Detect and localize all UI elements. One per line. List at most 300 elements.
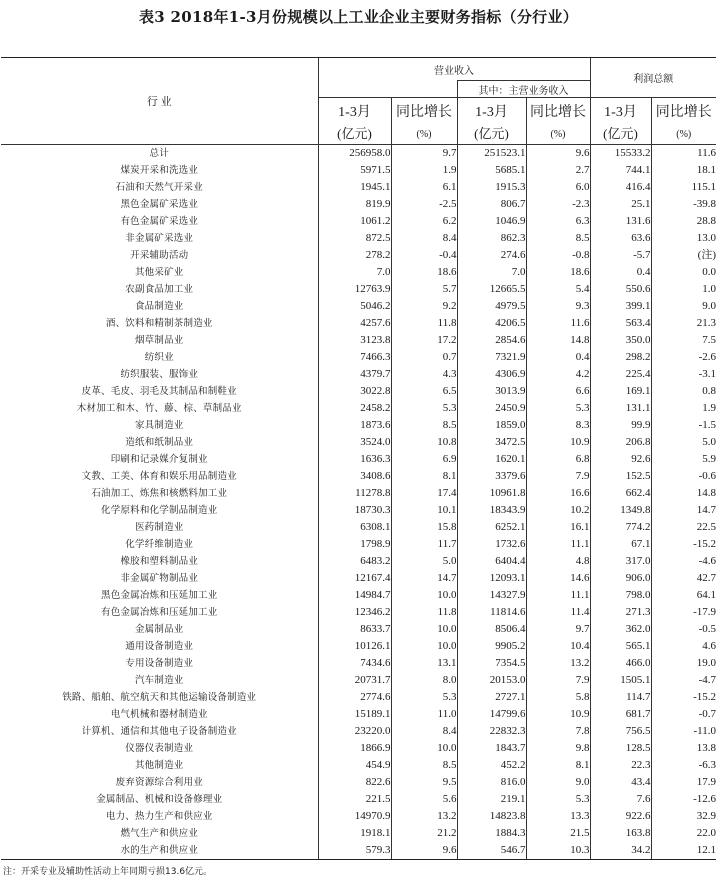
cell-profit: 15533.2: [590, 145, 651, 163]
cell-main-g: 13.2: [570, 657, 590, 669]
industry-name: 其他制造业: [1, 757, 318, 774]
industry-name: 有色金属冶炼和压延加工业: [1, 604, 318, 621]
cell-rev: 1866.9: [318, 740, 391, 757]
cell-profit: 744.1: [590, 162, 651, 179]
industry-name: 总计: [1, 145, 318, 163]
table-row: [1, 604, 716, 621]
cell-rev: 3123.8: [318, 332, 391, 349]
cell-main-g: 16.6: [570, 487, 590, 499]
rev-growth-unit: (%): [416, 128, 432, 140]
cell-main-g: 5.8: [575, 691, 590, 703]
table-row: [1, 740, 716, 757]
revenue-underline: [318, 81, 457, 98]
cell-main-g: 7.9: [575, 470, 590, 482]
cell-main: 806.7: [457, 196, 526, 213]
cell-rev-g: 18.6: [437, 266, 457, 278]
cell-profit-g: -11.0: [693, 725, 716, 737]
cell-main-g: 5.3: [575, 402, 590, 414]
cell-rev-g: 5.7: [442, 283, 457, 295]
cell-main: 9905.2: [457, 638, 526, 655]
table-row: [1, 196, 716, 213]
industry-name: 化学原料和化学制品制造业: [1, 502, 318, 519]
table-row: [1, 179, 716, 196]
table-row: [1, 230, 716, 247]
cell-rev: 2458.2: [318, 400, 391, 417]
cell-rev: 7434.6: [318, 655, 391, 672]
cell-main: 6252.1: [457, 519, 526, 536]
cell-profit-g: 13.8: [696, 742, 716, 754]
industry-name: 专用设备制造业: [1, 655, 318, 672]
industry-name: 烟草制品业: [1, 332, 318, 349]
cell-rev-g: 10.1: [437, 504, 457, 516]
industry-name: 金属制品、机械和设备修理业: [1, 791, 318, 808]
cell-profit: 774.2: [590, 519, 651, 536]
industry-name: 计算机、通信和其他电子设备制造业: [1, 723, 318, 740]
industry-name: 金属制品业: [1, 621, 318, 638]
cell-rev: 3524.0: [318, 434, 391, 451]
industry-name: 造纸和纸制品业: [1, 434, 318, 451]
industry-name: 水的生产和供应业: [1, 842, 318, 860]
cell-rev-g: 6.9: [442, 453, 457, 465]
cell-rev-g: 9.6: [391, 842, 457, 860]
table-row: [1, 689, 716, 706]
cell-profit: 0.4: [590, 264, 651, 281]
industry-name: 石油加工、炼焦和核燃料加工业: [1, 485, 318, 502]
cell-rev: 4379.7: [318, 366, 391, 383]
cell-rev-g: 10.0: [437, 589, 457, 601]
cell-main: 3013.9: [457, 383, 526, 400]
cell-profit-g: 14.7: [696, 504, 716, 516]
cell-rev: 15189.1: [318, 706, 391, 723]
cell-rev: 20731.7: [318, 672, 391, 689]
cell-rev-g: 9.7: [391, 145, 457, 163]
cell-rev-g: 17.4: [437, 487, 457, 499]
cell-profit-g: 11.6: [651, 145, 716, 163]
cell-main: 1859.0: [457, 417, 526, 434]
industry-name: 铁路、船舶、航空航天和其他运输设备制造业: [1, 689, 318, 706]
table-row: [1, 281, 716, 298]
cell-profit-g: -1.5: [698, 419, 716, 431]
industry-name: 印刷和记录媒介复制业: [1, 451, 318, 468]
cell-profit: 169.1: [590, 383, 651, 400]
cell-profit: 206.8: [590, 434, 651, 451]
cell-main-g: 6.3: [575, 215, 590, 227]
table-row: [1, 502, 716, 519]
cell-main-g: 4.8: [575, 555, 590, 567]
table-row: [1, 621, 716, 638]
cell-rev-g: 5.0: [442, 555, 457, 567]
industry-header: 行 业: [1, 58, 318, 145]
table-row: [1, 672, 716, 689]
cell-rev: 12763.9: [318, 281, 391, 298]
footnote: 注：开采专业及辅助性活动上年同期亏损13.6亿元。: [3, 867, 213, 877]
main-growth-header: 同比增长: [530, 105, 586, 120]
cell-rev-g: 17.2: [437, 334, 457, 346]
table-row: [1, 808, 716, 825]
cell-main-g: 14.6: [570, 572, 590, 584]
cell-main-g: 9.6: [526, 145, 590, 163]
cell-rev-g: 13.2: [437, 810, 457, 822]
cell-profit-g: -0.5: [698, 623, 716, 635]
cell-profit-g: -4.7: [698, 674, 716, 686]
cell-rev: 5046.2: [318, 298, 391, 315]
main-revenue-header: 其中：主营业务收入: [457, 81, 590, 98]
cell-rev: 5971.5: [318, 162, 391, 179]
cell-main: 1843.7: [457, 740, 526, 757]
table-row: [1, 468, 716, 485]
cell-rev-g: 8.0: [442, 674, 457, 686]
cell-main: 7354.5: [457, 655, 526, 672]
cell-main-g: 9.3: [575, 300, 590, 312]
cell-profit: 1349.8: [590, 502, 651, 519]
cell-rev-g: 10.8: [437, 436, 457, 448]
table-row: [1, 451, 716, 468]
table-row: [1, 791, 716, 808]
table-row: [1, 842, 716, 860]
profit-header: 利润总额: [590, 58, 716, 98]
cell-main-g: 4.2: [575, 368, 590, 380]
cell-rev-g: 13.1: [437, 657, 457, 669]
cell-main-g: 11.1: [570, 538, 590, 550]
cell-rev: 18730.3: [318, 502, 391, 519]
cell-rev: 256958.0: [318, 145, 391, 163]
cell-rev-g: 10.0: [437, 640, 457, 652]
cell-main: 3379.6: [457, 468, 526, 485]
cell-rev: 221.5: [318, 791, 391, 808]
cell-rev: 3022.8: [318, 383, 391, 400]
cell-rev-g: 10.0: [437, 742, 457, 754]
cell-profit: 34.2: [590, 842, 651, 860]
cell-rev: 12346.2: [318, 604, 391, 621]
industry-name: 黑色金属冶炼和压延加工业: [1, 587, 318, 604]
cell-profit: 131.6: [590, 213, 651, 230]
table-row: [1, 366, 716, 383]
main-period-header: 1-3月: [457, 98, 526, 122]
profit-growth-unit: (%): [676, 128, 692, 140]
cell-rev-g: 6.1: [442, 181, 457, 193]
cell-main-g: 8.3: [575, 419, 590, 431]
industry-name: 石油和天然气开采业: [1, 179, 318, 196]
cell-main: 1884.3: [457, 825, 526, 842]
cell-rev: 6308.1: [318, 519, 391, 536]
industry-name: 纺织业: [1, 349, 318, 366]
cell-main-g: 7.9: [575, 674, 590, 686]
cell-rev-g: 8.5: [442, 419, 457, 431]
cell-main-g: 10.9: [570, 436, 590, 448]
cell-main: 7321.9: [457, 349, 526, 366]
cell-rev: 12167.4: [318, 570, 391, 587]
industry-name: 橡胶和塑料制品业: [1, 553, 318, 570]
table-row: [1, 485, 716, 502]
cell-rev: 822.6: [318, 774, 391, 791]
rev-growth-header: 同比增长: [396, 105, 452, 120]
industry-name: 汽车制造业: [1, 672, 318, 689]
cell-rev-g: 14.7: [437, 572, 457, 584]
cell-rev: 454.9: [318, 757, 391, 774]
industry-name: 皮革、毛皮、羽毛及其制品和制鞋业: [1, 383, 318, 400]
industry-name: 其他采矿业: [1, 264, 318, 281]
table-row: [1, 655, 716, 672]
table-row: [1, 264, 716, 281]
cell-profit-g: 19.0: [696, 657, 716, 669]
cell-profit: 317.0: [590, 553, 651, 570]
cell-main-g: 10.2: [570, 504, 590, 516]
cell-rev-g: 11.0: [437, 708, 457, 720]
main-growth-unit: (%): [550, 128, 566, 140]
main-unit: (亿元): [457, 121, 526, 145]
cell-profit-g: 1.0: [702, 283, 716, 295]
cell-rev-g: 8.5: [442, 759, 457, 771]
table-row: [1, 757, 716, 774]
cell-profit: 550.6: [590, 281, 651, 298]
cell-profit-g: -12.6: [693, 793, 716, 805]
table-row: [1, 213, 716, 230]
cell-profit: 681.7: [590, 706, 651, 723]
cell-main-g: 2.7: [575, 164, 590, 176]
cell-profit-g: 5.9: [702, 453, 716, 465]
cell-main: 20153.0: [457, 672, 526, 689]
cell-profit: 271.3: [590, 604, 651, 621]
cell-rev: 7.0: [318, 264, 391, 281]
cell-main-g: 8.5: [575, 232, 590, 244]
cell-profit-g: 13.0: [696, 232, 716, 244]
table-row: [1, 519, 716, 536]
cell-profit: 92.6: [590, 451, 651, 468]
industry-name: 开采辅助活动: [1, 247, 318, 264]
cell-main-g: 14.8: [570, 334, 590, 346]
cell-main: 14327.9: [457, 587, 526, 604]
cell-rev-g: 4.3: [442, 368, 457, 380]
table-row: [1, 332, 716, 349]
cell-main: 8506.4: [457, 621, 526, 638]
cell-rev-g: -2.5: [439, 198, 457, 210]
cell-profit-g: -6.3: [698, 759, 716, 771]
cell-main: 22832.3: [457, 723, 526, 740]
cell-rev: 11278.8: [318, 485, 391, 502]
cell-profit-g: -39.8: [693, 198, 716, 210]
table-row: [1, 315, 716, 332]
cell-main-g: 11.1: [570, 589, 590, 601]
cell-profit-g: 22.0: [696, 827, 716, 839]
cell-main: 2450.9: [457, 400, 526, 417]
revenue-header: 营业收入: [434, 65, 474, 77]
cell-rev-g: -0.4: [439, 249, 457, 261]
cell-rev-g: 15.8: [437, 521, 457, 533]
cell-rev-g: 11.8: [437, 606, 457, 618]
cell-profit: 565.1: [590, 638, 651, 655]
cell-profit-g: 4.6: [702, 640, 716, 652]
cell-rev-g: 5.3: [442, 691, 457, 703]
cell-profit-g: 1.9: [702, 402, 716, 414]
cell-profit: 128.5: [590, 740, 651, 757]
rev-unit: (亿元): [318, 121, 391, 145]
cell-profit-g: -4.6: [698, 555, 716, 567]
financial-indicators-table: [1, 57, 716, 860]
cell-rev: 1061.2: [318, 213, 391, 230]
cell-profit: 416.4: [590, 179, 651, 196]
cell-rev: 4257.6: [318, 315, 391, 332]
cell-profit: 906.0: [590, 570, 651, 587]
cell-rev-g: 0.7: [442, 351, 457, 363]
table-row: [1, 706, 716, 723]
cell-profit: 99.9: [590, 417, 651, 434]
cell-main: 1915.3: [457, 179, 526, 196]
cell-profit: 7.6: [590, 791, 651, 808]
cell-main: 2854.6: [457, 332, 526, 349]
cell-main-g: 9.8: [575, 742, 590, 754]
cell-rev-g: 8.4: [442, 725, 457, 737]
industry-name: 通用设备制造业: [1, 638, 318, 655]
industry-name: 纺织服装、服饰业: [1, 366, 318, 383]
cell-profit-g: -2.6: [698, 351, 716, 363]
cell-rev-g: 11.7: [437, 538, 457, 550]
cell-rev: 1873.6: [318, 417, 391, 434]
table-row: [1, 553, 716, 570]
cell-main: 452.2: [457, 757, 526, 774]
cell-profit-g: -15.2: [693, 691, 716, 703]
industry-name: 文教、工美、体育和娱乐用品制造业: [1, 468, 318, 485]
cell-rev: 2774.6: [318, 689, 391, 706]
cell-profit-g: 22.5: [696, 521, 716, 533]
cell-profit-g: 21.3: [696, 317, 716, 329]
cell-main: 12093.1: [457, 570, 526, 587]
cell-main: 10961.8: [457, 485, 526, 502]
cell-main-g: 10.9: [570, 708, 590, 720]
cell-main-g: 16.1: [570, 521, 590, 533]
cell-profit-g: 42.7: [696, 572, 716, 584]
industry-name: 燃气生产和供应业: [1, 825, 318, 842]
cell-profit: 25.1: [590, 196, 651, 213]
cell-profit: 563.4: [590, 315, 651, 332]
cell-rev-g: 8.4: [442, 232, 457, 244]
cell-profit-g: -3.1: [698, 368, 716, 380]
cell-profit: 466.0: [590, 655, 651, 672]
cell-profit: 922.6: [590, 808, 651, 825]
cell-rev: 819.9: [318, 196, 391, 213]
cell-profit-g: 18.1: [696, 164, 716, 176]
cell-profit-g: -0.6: [698, 470, 716, 482]
cell-profit: -5.7: [590, 247, 651, 264]
cell-profit-g: -15.2: [693, 538, 716, 550]
industry-name: 食品制造业: [1, 298, 318, 315]
cell-rev-g: 6.2: [442, 215, 457, 227]
cell-rev-g: 6.5: [442, 385, 457, 397]
table-row: [1, 825, 716, 842]
table-row: [1, 383, 716, 400]
cell-rev-g: 5.3: [442, 402, 457, 414]
industry-name: 煤炭开采和洗选业: [1, 162, 318, 179]
table-row: [1, 774, 716, 791]
cell-rev-g: 9.2: [442, 300, 457, 312]
cell-rev: 1945.1: [318, 179, 391, 196]
cell-profit-g: 12.1: [651, 842, 716, 860]
cell-profit-g: 7.5: [702, 334, 716, 346]
profit-growth-header: 同比增长: [655, 105, 712, 120]
table-row: [1, 587, 716, 604]
industry-name: 木材加工和木、竹、藤、棕、草制品业: [1, 400, 318, 417]
industry-name: 农副食品加工业: [1, 281, 318, 298]
table-title: 表3 2018年1-3月份规模以上工业企业主要财务指标（分行业）: [138, 8, 579, 26]
industry-name: 化学纤维制造业: [1, 536, 318, 553]
cell-rev: 1918.1: [318, 825, 391, 842]
cell-rev-g: 11.8: [437, 317, 457, 329]
table-row: [1, 145, 716, 163]
cell-main: 1732.6: [457, 536, 526, 553]
cell-rev-g: 1.9: [442, 164, 457, 176]
profit-period-header: 1-3月: [590, 98, 651, 122]
cell-main-g: 11.4: [570, 606, 590, 618]
cell-profit: 798.0: [590, 587, 651, 604]
cell-main: 4979.5: [457, 298, 526, 315]
cell-profit-g: 17.9: [696, 776, 716, 788]
cell-profit-g: 0.0: [702, 266, 716, 278]
revenue-group-header: [318, 58, 590, 81]
industry-name: 有色金属矿采选业: [1, 213, 318, 230]
cell-profit: 1505.1: [590, 672, 651, 689]
cell-rev: 278.2: [318, 247, 391, 264]
table-row: [1, 162, 716, 179]
cell-main-g: 18.6: [570, 266, 590, 278]
cell-rev: 23220.0: [318, 723, 391, 740]
cell-main-g: 10.3: [526, 842, 590, 860]
cell-profit-g: -17.9: [693, 606, 716, 618]
cell-main: 14823.8: [457, 808, 526, 825]
cell-rev: 7466.3: [318, 349, 391, 366]
cell-main: 3472.5: [457, 434, 526, 451]
cell-rev: 1798.9: [318, 536, 391, 553]
industry-name: 黑色金属矿采选业: [1, 196, 318, 213]
industry-name: 电气机械和器材制造业: [1, 706, 318, 723]
cell-main-g: -2.3: [572, 198, 590, 210]
cell-main-g: -0.8: [572, 249, 590, 261]
cell-profit: 298.2: [590, 349, 651, 366]
cell-rev: 10126.1: [318, 638, 391, 655]
table-row: [1, 723, 716, 740]
cell-profit-g: 9.0: [702, 300, 716, 312]
cell-main: 1046.9: [457, 213, 526, 230]
cell-main-g: 5.4: [575, 283, 590, 295]
cell-profit-g: 28.8: [696, 215, 716, 227]
cell-profit-g: 115.1: [691, 181, 716, 193]
cell-profit-g: 64.1: [696, 589, 716, 601]
cell-main: 5685.1: [457, 162, 526, 179]
table-row: [1, 417, 716, 434]
cell-profit: 756.5: [590, 723, 651, 740]
cell-main-g: 10.4: [570, 640, 590, 652]
cell-main-g: 7.8: [575, 725, 590, 737]
cell-main-g: 13.3: [570, 810, 590, 822]
cell-profit: 350.0: [590, 332, 651, 349]
profit-unit: (亿元): [590, 121, 651, 145]
industry-name: 仪器仪表制造业: [1, 740, 318, 757]
cell-profit: 22.3: [590, 757, 651, 774]
cell-rev: 6483.2: [318, 553, 391, 570]
rev-period-header: 1-3月: [318, 98, 391, 122]
cell-rev-g: 9.5: [442, 776, 457, 788]
table-row: [1, 298, 716, 315]
cell-rev: 8633.7: [318, 621, 391, 638]
cell-main: 4206.5: [457, 315, 526, 332]
cell-profit: 114.7: [590, 689, 651, 706]
cell-main: 219.1: [457, 791, 526, 808]
table-row: [1, 536, 716, 553]
table-body: [1, 145, 716, 860]
cell-main: 7.0: [457, 264, 526, 281]
cell-main: 862.3: [457, 230, 526, 247]
cell-main: 11814.6: [457, 604, 526, 621]
table-row: [1, 434, 716, 451]
industry-name: 医药制造业: [1, 519, 318, 536]
